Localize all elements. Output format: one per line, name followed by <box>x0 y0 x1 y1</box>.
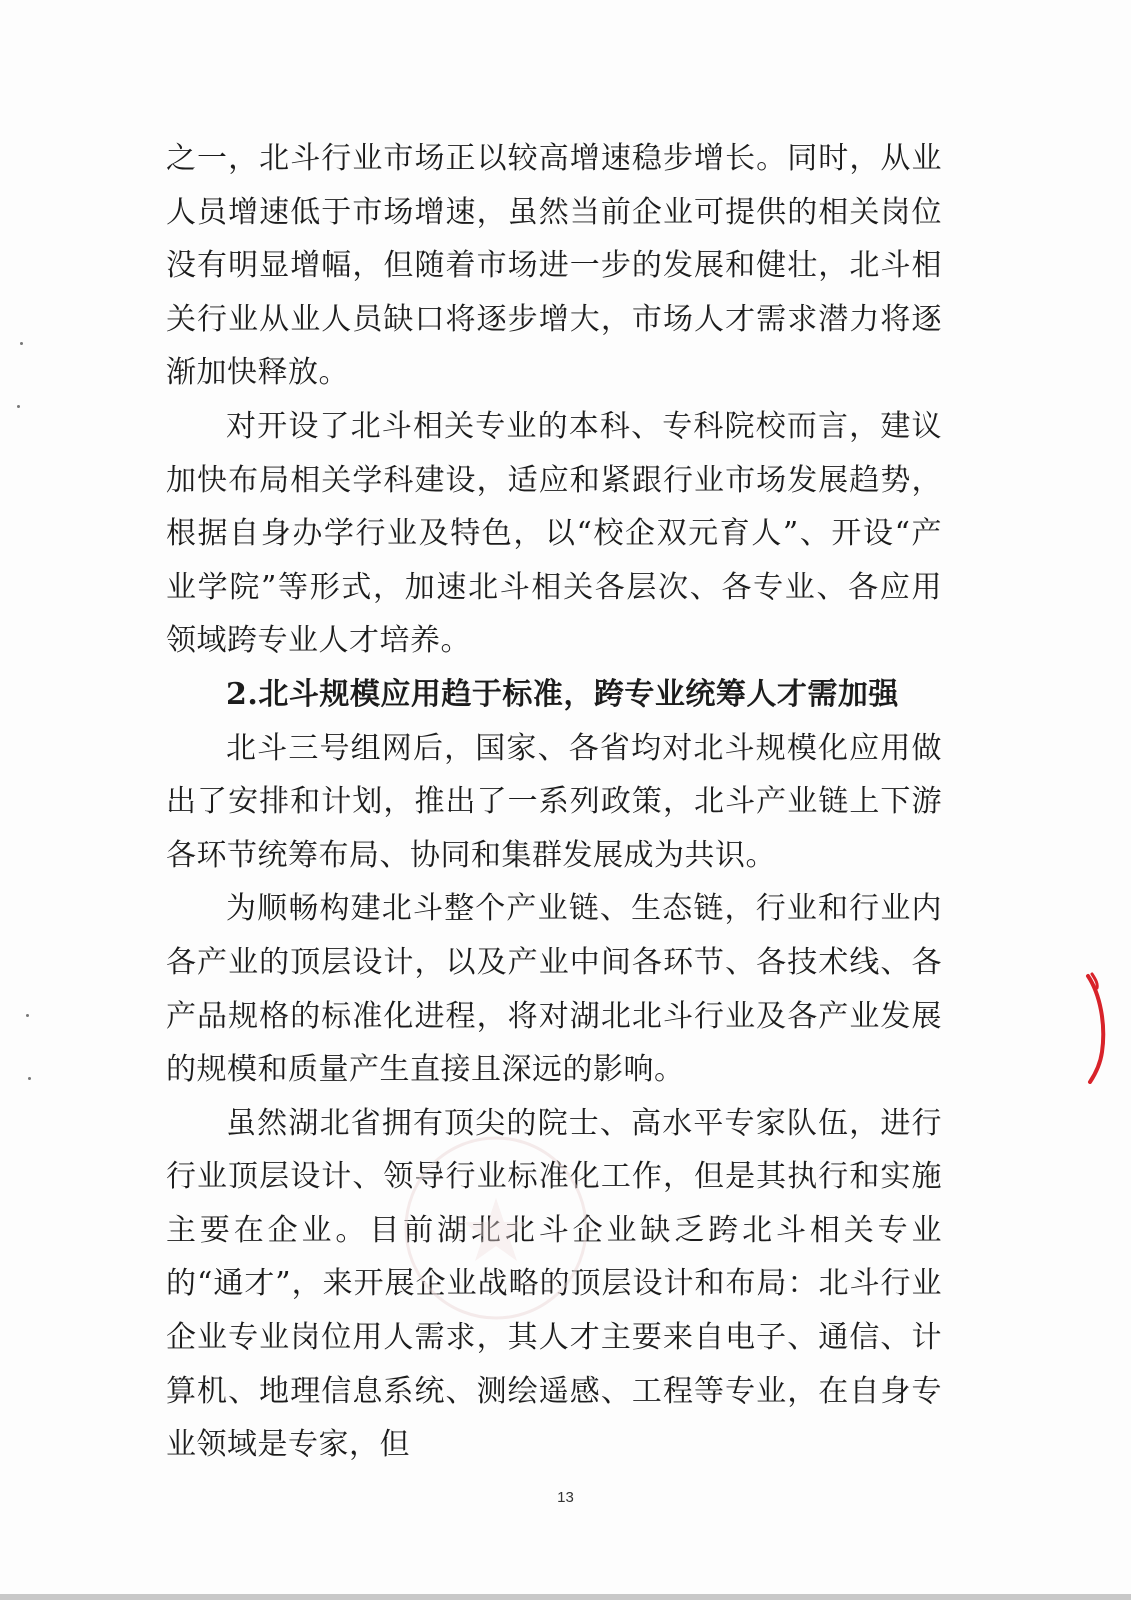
scan-speck <box>20 342 23 345</box>
seal-ghost-mark <box>396 1128 596 1328</box>
section-heading: 2.北斗规模应用趋于标准，跨专业统筹人才需加强 <box>226 676 899 712</box>
scan-speck <box>17 405 20 408</box>
paging-seal-edge <box>1082 972 1112 1084</box>
paragraph-beidou-network: 北斗三号组网后，国家、各省均对北斗规模化应用做出了安排和计划，推出了一系列政策，北斗产业链上下游各环节统筹布局、协同和集群发展成为共识。 <box>166 730 942 873</box>
paragraph-industry-chain: 为顺畅构建北斗整个产业链、生态链，行业和行业内各产业的顶层设计，以及产业中间各环节、各技术线、各产品规格的标准化进程，将对湖北北斗行业及各产业发展的规模和质量产生直接且深远的影响。 <box>166 891 942 1088</box>
page-number: 13 <box>557 1489 574 1506</box>
paragraph-continued: 之一，北斗行业市场正以较高增速稳步增长。同时，从业人员增速低于市场增速，虽然当前企业可提供的相关岗位没有明显增幅，但随着市场进一步的发展和健壮，北斗相关行业从业人员缺口将逐步增大，市场人才需求潜力将逐渐加快释放。 <box>166 141 942 391</box>
paragraph-talent-gap: 虽然湖北省拥有顶尖的院士、高水平专家队伍，进行行业顶层设计、领导行业标准化工作，但是其执行和实施主要在企业。目前湖北北斗企业缺乏跨北斗相关专业的“通才”，来开展企业战略的顶层设计和布局：北斗行业企业专业岗位用人需求，其人才主要来自电子、通信、计算机、地理信息系统、测绘遥感、工程等专业，在自身专业领域是专家，但 <box>166 1105 942 1463</box>
scan-speck <box>28 1077 31 1080</box>
scan-bottom-edge <box>0 1594 1131 1600</box>
scan-speck <box>26 1014 29 1017</box>
paragraph-recommendation: 对开设了北斗相关专业的本科、专科院校而言，建议加快布局相关学科建设，适应和紧跟行业市场发展趋势，根据自身办学行业及特色，以“校企双元育人”、开设“产业学院”等形式，加速北斗相关各层次、各专业、各应用领域跨专业人才培养。 <box>166 408 942 659</box>
